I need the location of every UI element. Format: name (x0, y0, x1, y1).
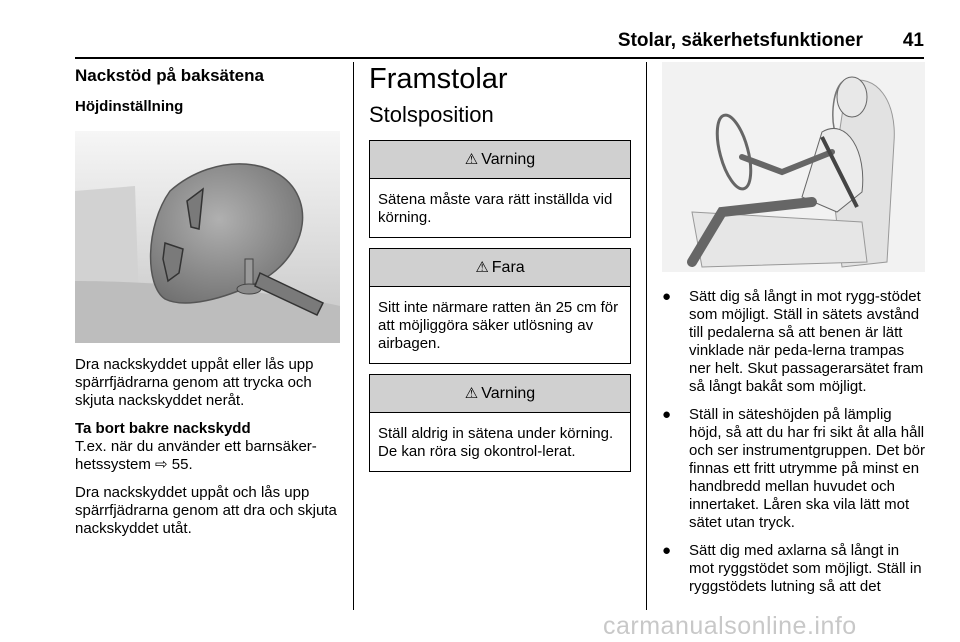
column-divider-1 (353, 62, 354, 610)
section-heading: Nackstöd på baksätena (75, 66, 264, 85)
warning-box-2 (369, 374, 631, 472)
warning-icon: ⚠ (464, 385, 479, 402)
paragraph-3: Dra nackskyddet uppåt och lås upp spärrfjädrarna genom att dra och skjuta nackskyddet utåt. (75, 484, 337, 537)
column-divider-2 (646, 62, 647, 610)
seated-driver-illustration (662, 62, 925, 272)
list-item (662, 406, 927, 532)
left-column (75, 62, 340, 548)
box-text: Sätena måste vara rätt inställda vid körning. (378, 191, 613, 226)
header-rule (75, 57, 924, 59)
box-header (370, 375, 630, 413)
section-subtitle: Stolsposition (369, 102, 494, 127)
box-text: Ställ aldrig in sätena under körning. De kan röra sig okontrol-lerat. (378, 425, 614, 460)
box-label: Fara (491, 259, 525, 276)
danger-box (369, 248, 631, 364)
page-number: 41 (902, 30, 924, 51)
warning-icon: ⚠ (464, 151, 479, 168)
list-item (662, 542, 927, 596)
watermark: carmanualsonline.info (603, 612, 857, 640)
list-item-text: Sätt dig så långt in mot rygg-stödet som möjligt. Ställ in sätets avstånd till pedalerna så att benen är lätt vinklade när peda-lerna trampas ner helt. Skut passagerarsätet fram så långt bakåt som möjligt. (689, 288, 924, 395)
bold-heading: Ta bort bakre nackskydd (75, 420, 251, 437)
instruction-list (662, 288, 927, 596)
paragraph-2: T.ex. när du använder ett barnsäker-hetssystem ⇨ 55. (75, 438, 317, 473)
right-column (662, 62, 927, 606)
bullet-icon: ● (662, 406, 672, 423)
middle-column (369, 62, 631, 482)
header-title: Stolar, säkerhetsfunktioner (617, 30, 863, 51)
warning-icon: ⚠ (475, 259, 489, 276)
box-header (370, 249, 630, 287)
box-label: Varning (481, 151, 536, 168)
subsection-heading: Höjdinställning (75, 98, 184, 115)
bullet-icon: ● (662, 542, 672, 559)
section-title: Framstolar (369, 63, 508, 95)
headrest-photo (75, 131, 340, 343)
warning-box-1 (369, 140, 631, 238)
list-item-text: Sätt dig med axlarna så långt in mot ryggstödet som möjligt. Ställ in ryggstödets lutning så att det (689, 542, 922, 595)
paragraph-1: Dra nackskyddet uppåt eller lås upp spärrfjädrarna genom att trycka och skjuta nackskyddet neråt. (75, 356, 314, 409)
list-item-text: Ställ in säteshöjden på lämplig höjd, så att du har fri sikt åt alla håll och ser instrumentgruppen. Det bör finnas ett fritt utrymme på minst en handbredd mellan huvudet och innertaket. Låren ska vila lätt mot sätet utan tryck. (689, 406, 925, 531)
list-item (662, 288, 927, 396)
box-label: Varning (481, 385, 536, 402)
box-text: Sitt inte närmare ratten än 25 cm för att möjliggöra säker utlösning av airbagen. (378, 299, 619, 352)
bullet-icon: ● (662, 288, 672, 305)
page-header (0, 30, 924, 52)
box-header (370, 141, 630, 179)
